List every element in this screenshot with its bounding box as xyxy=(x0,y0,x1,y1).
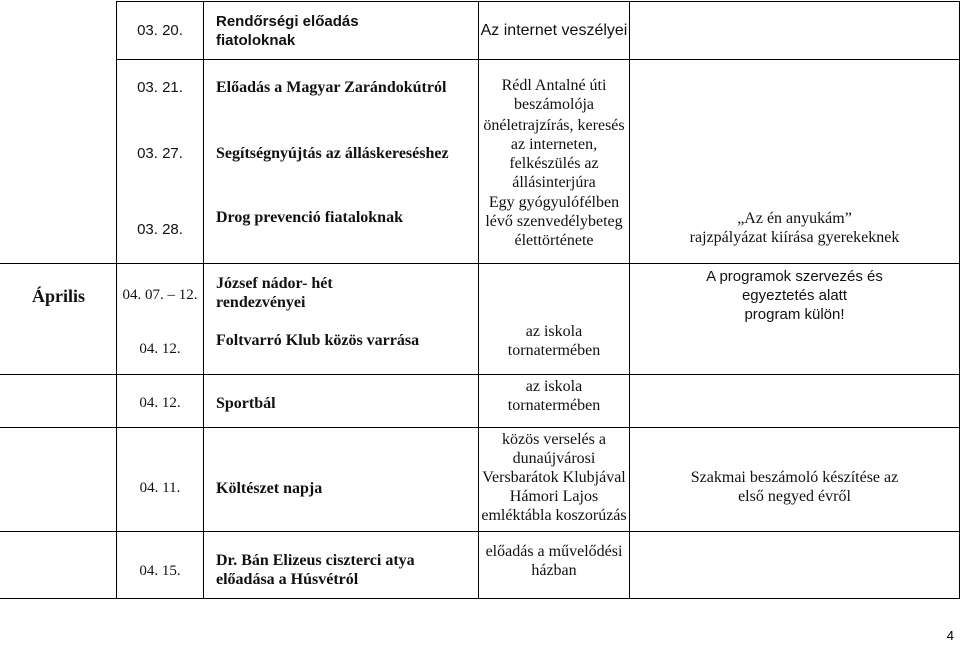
table-row-event: Rendőrségi előadás fiatoloknak xyxy=(216,12,359,49)
table-row-note: A programok szervezés és egyeztetés alatt program külön! xyxy=(706,267,883,323)
table-row-event: Előadás a Magyar Zarándokútról xyxy=(216,78,447,96)
table-row-note: Szakmai beszámoló készítése az első negyed évről xyxy=(690,469,899,505)
table-row-location: önéletrajzírás, keresés az interneten, felkészülés az állásinterjúra xyxy=(483,117,625,191)
table-row-date: 03. 21. xyxy=(137,78,183,96)
table-row-event: Sportbál xyxy=(216,394,276,412)
table-rule xyxy=(0,374,960,375)
table-rule xyxy=(203,1,204,599)
table-row-location: közös verselés a dunaújvárosi Versbarátok Klubjával Hámori Lajos emléktábla koszorúzás xyxy=(481,430,627,524)
table-row-location: az iskola tornatermében xyxy=(507,323,601,359)
table-row-event: József nádor- hét rendezvényei xyxy=(216,275,333,311)
table-rule xyxy=(0,263,960,264)
table-row-event: Segítségnyújtás az álláskereséshez xyxy=(216,144,449,162)
table-row-date: 04. 15. xyxy=(139,562,181,579)
table-rule xyxy=(0,531,960,532)
table-row-date: 04. 11. xyxy=(139,479,181,496)
table-row-date: 03. 20. xyxy=(137,22,183,39)
table-row-location: előadás a művelődési házban xyxy=(485,543,623,579)
table-row-date: 03. 27. xyxy=(137,144,183,162)
table-row-date: 03. 28. xyxy=(137,220,183,238)
table-rule xyxy=(0,598,960,599)
table-row-date: 04. 12. xyxy=(139,340,181,357)
table-row-date: 04. 07. – 12. xyxy=(122,286,198,303)
table-row-event: Dr. Bán Elizeus ciszterci atya előadása a Húsvétról xyxy=(216,552,415,588)
table-row-event: Foltvarró Klub közös varrása xyxy=(216,331,420,349)
table-row-location: Egy gyógyulófélben lévő szenvedélybeteg élettörténete xyxy=(485,193,623,249)
table-row-event: Drog prevenció fiataloknak xyxy=(216,208,403,226)
table-row-event: Költészet napja xyxy=(216,479,323,497)
table-row-location: Rédl Antalné úti beszámolója xyxy=(501,77,607,113)
table-row-location: Az internet veszélyei xyxy=(480,22,628,39)
page-number: 4 xyxy=(946,628,954,643)
table-rule xyxy=(0,427,960,428)
table-row-note: „Az én anyukám” rajzpályázat kiírása gyerekeknek xyxy=(689,210,900,246)
table-row-location: az iskola tornatermében xyxy=(507,378,601,414)
table-row-date: 04. 12. xyxy=(139,394,181,411)
month-label: Április xyxy=(32,285,86,306)
table-rule xyxy=(116,59,960,60)
